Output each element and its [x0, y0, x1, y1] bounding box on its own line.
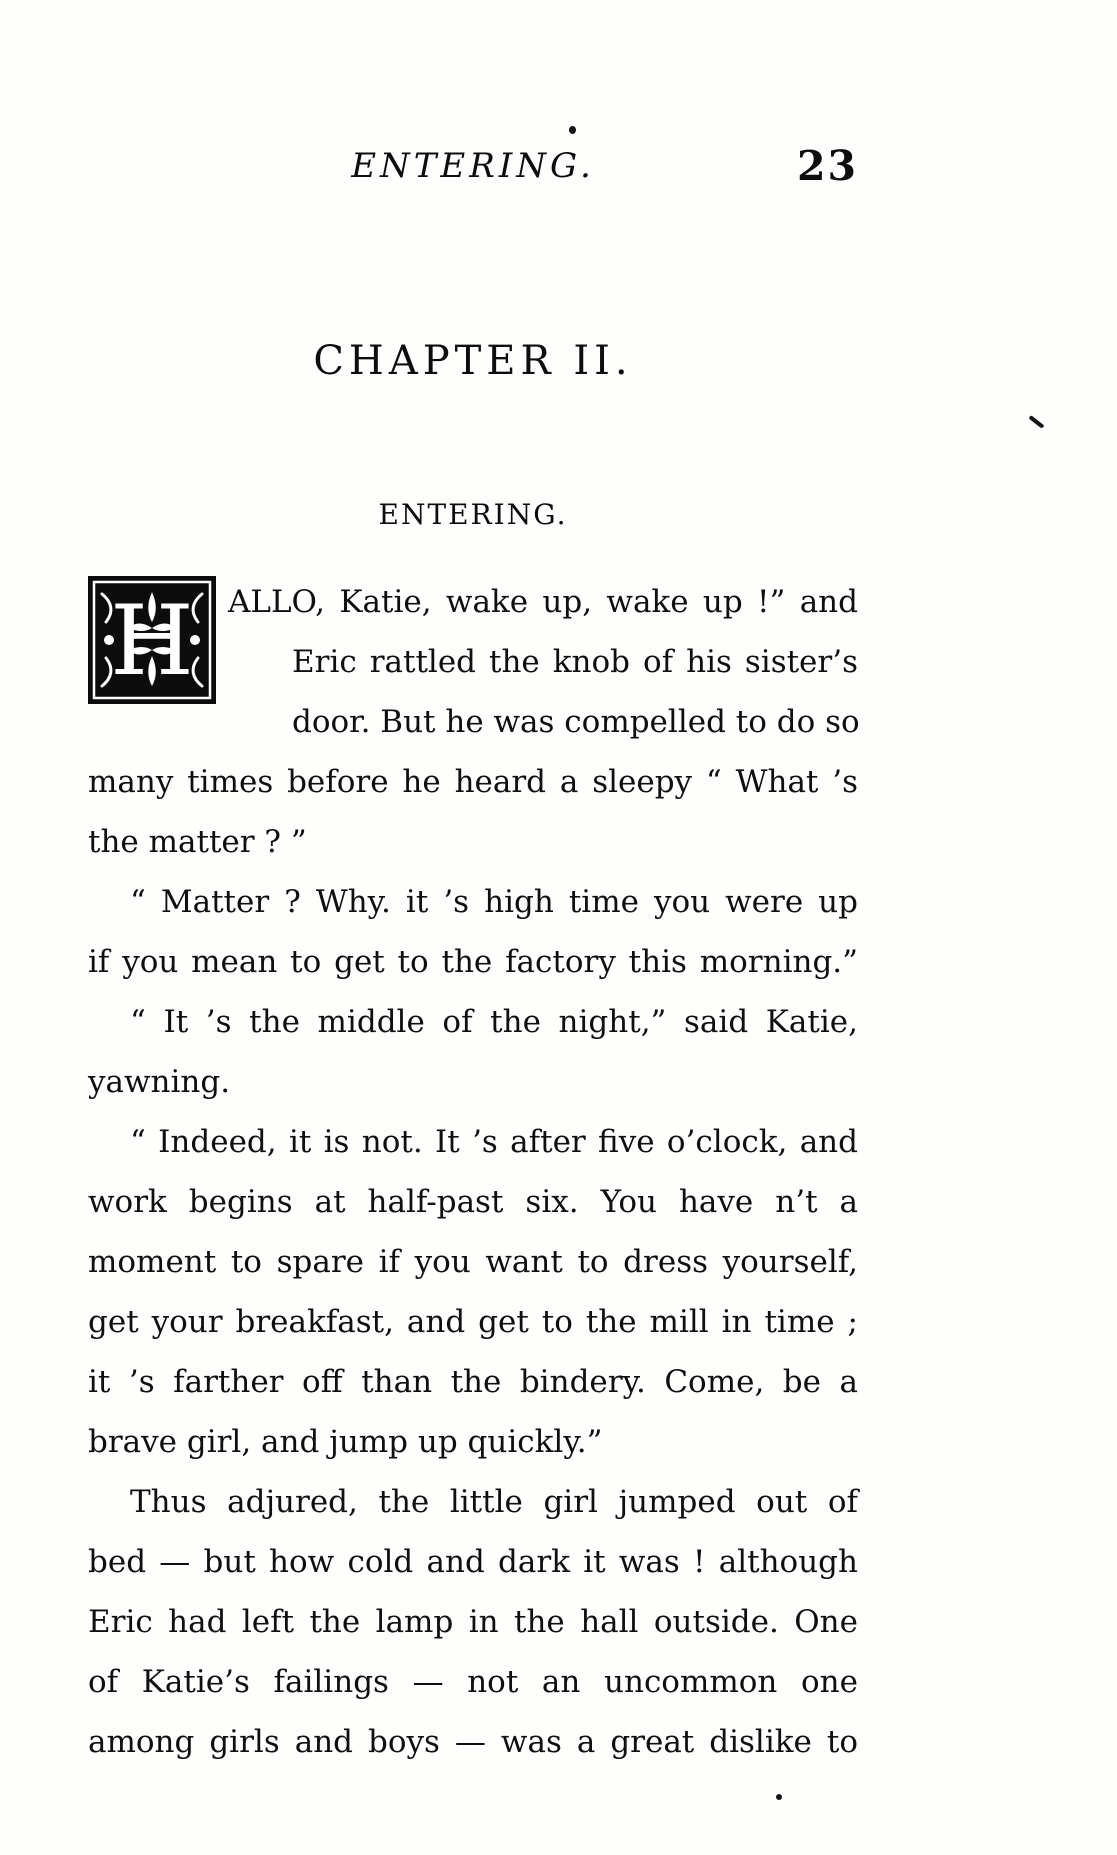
- text-line: work begins at half-past six. You have n’t a: [88, 1184, 858, 1220]
- text-line: many times before he heard a sleepy “ What ’s: [88, 764, 858, 800]
- text-line: Eric rattled the knob of his sister’s: [292, 644, 858, 680]
- paragraph: [88, 872, 858, 992]
- text-line: Thus adjured, the little girl jumped out of: [130, 1484, 858, 1520]
- text-line: brave girl, and jump up quickly.”: [88, 1424, 603, 1460]
- drop-cap: [88, 576, 216, 704]
- paragraph: [88, 572, 858, 872]
- text-line: among girls and boys — was a great dislike to: [88, 1724, 858, 1760]
- text-line: ALLO, Katie, wake up, wake up !” and: [228, 584, 858, 620]
- text-line: yawning.: [88, 1064, 231, 1100]
- text-line: it ’s farther off than the bindery. Come, be a: [88, 1364, 858, 1400]
- text-line: get your breakfast, and get to the mill in time ;: [88, 1304, 858, 1340]
- text-line: door. But he was compelled to do so: [292, 704, 860, 740]
- text-line: of Katie’s failings — not an uncommon one: [88, 1664, 858, 1700]
- text-line: moment to spare if you want to dress yourself,: [88, 1244, 858, 1280]
- text-line: “ Matter ? Why. it ’s high time you were up: [130, 884, 858, 920]
- running-title: ENTERING.: [351, 146, 595, 186]
- text-line: the matter ? ”: [88, 824, 307, 860]
- scan-speck-top: [569, 126, 576, 134]
- scan-mark-right: [1029, 415, 1045, 429]
- text-line: “ Indeed, it is not. It ’s after five o’clock, and: [130, 1124, 858, 1160]
- text-line: Eric had left the lamp in the hall outside. One: [88, 1604, 858, 1640]
- drop-cap-ornament-icon: [88, 576, 216, 704]
- body-text: [88, 572, 858, 1772]
- drop-cap-letter: H: [110, 585, 194, 697]
- text-line: “ It ’s the middle of the night,” said Katie,: [130, 1004, 858, 1040]
- text-line: if you mean to get to the factory this morning.”: [88, 944, 858, 980]
- chapter-heading: CHAPTER II.: [313, 338, 633, 384]
- paragraph: [88, 1112, 858, 1472]
- paragraph: [88, 1472, 858, 1772]
- scan-speck-bottom: [776, 1794, 782, 1800]
- paragraph: [88, 992, 858, 1112]
- text-line: bed — but how cold and dark it was ! although: [88, 1544, 858, 1580]
- chapter-subheading: ENTERING.: [378, 498, 568, 531]
- page-number: 23: [796, 142, 858, 190]
